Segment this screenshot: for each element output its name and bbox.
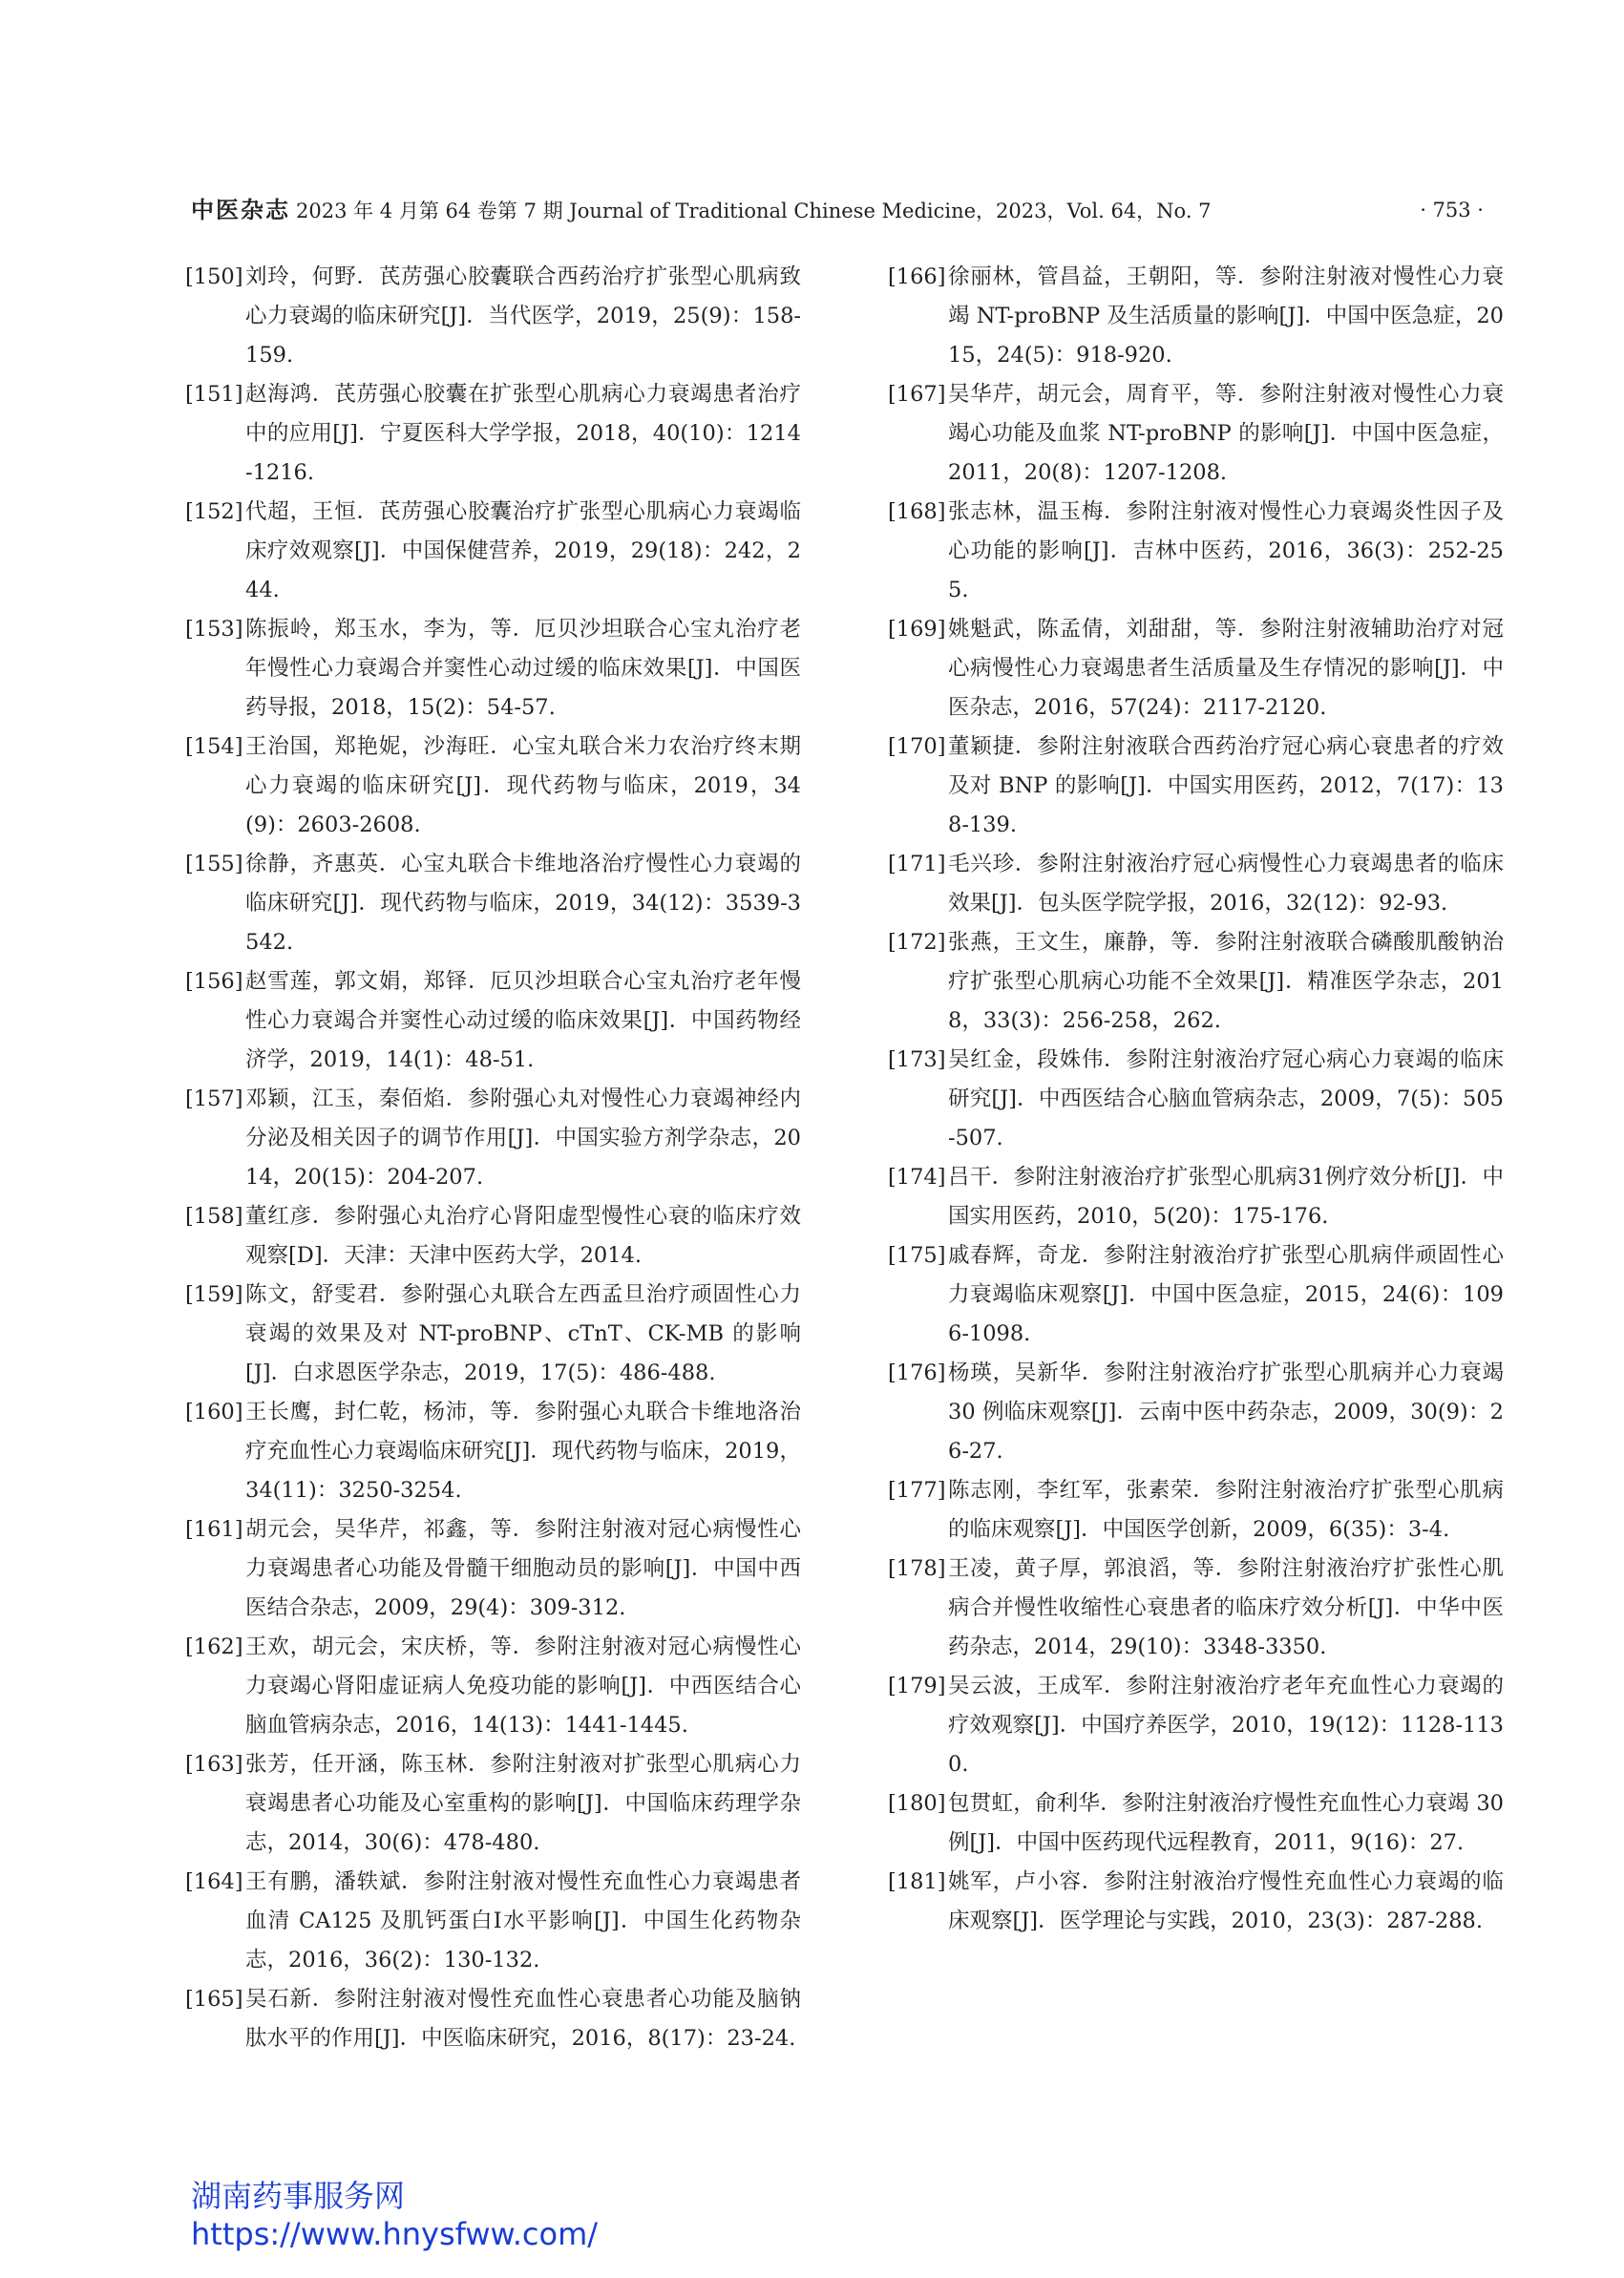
reference-number: [162] bbox=[185, 1635, 243, 1659]
watermark-url: https://www.hnysfww.com/ bbox=[191, 2216, 599, 2252]
reference-text: 王凌，黄子厚，郭浪滔，等．参附注射液治疗扩张性心肌病合并慢性收缩性心衰患者的临床疗效分析[J]．中华中医药杂志，2014，29(10)：3348-3350. bbox=[948, 1556, 1504, 1659]
reference-number: [181] bbox=[888, 1869, 946, 1894]
reference-item bbox=[888, 1471, 1504, 1550]
reference-text: 赵雪莲，郭文娟，郑铎．厄贝沙坦联合心宝丸治疗老年慢性心力衰竭合并窦性心动过缓的临床效果[J]．中国药物经济学，2019，14(1)：48-51. bbox=[245, 969, 801, 1072]
reference-text: 徐静，齐惠英．心宝丸联合卡维地洛治疗慢性心力衰竭的临床研究[J]．现代药物与临床，2019，34(12)：3539-3542. bbox=[245, 852, 801, 955]
journal-name: 中医杂志 bbox=[191, 197, 290, 223]
reference-text: 王欢，胡元会，宋庆桥，等．参附注射液对冠心病慢性心力衰竭心肾阳虚证病人免疫功能的影响[J]．中西医结合心脑血管病杂志，2016，14(13)：1441-1445. bbox=[245, 1635, 801, 1738]
reference-text: 董颖捷．参附注射液联合西药治疗冠心病心衰患者的疗效及对 BNP 的影响[J]．中国实用医药，2012，7(17)：138-139. bbox=[948, 734, 1504, 837]
reference-number: [154] bbox=[185, 734, 243, 759]
reference-item bbox=[888, 923, 1504, 1041]
reference-item bbox=[888, 1158, 1504, 1236]
reference-number: [170] bbox=[888, 734, 946, 759]
reference-item bbox=[185, 1393, 801, 1510]
reference-item bbox=[888, 1667, 1504, 1784]
reference-text: 陈志刚，李红军，张素荣．参附注射液治疗扩张型心肌病的临床观察[J]．中国医学创新，2009，6(35)：3-4. bbox=[948, 1478, 1504, 1542]
reference-number: [178] bbox=[888, 1556, 946, 1581]
reference-item bbox=[888, 1041, 1504, 1158]
reference-number: [163] bbox=[185, 1752, 243, 1777]
reference-item bbox=[185, 493, 801, 610]
reference-item bbox=[185, 728, 801, 845]
reference-item bbox=[185, 962, 801, 1080]
reference-text: 胡元会，吴华芹，祁鑫，等．参附注射液对冠心病慢性心力衰竭患者心功能及骨髓干细胞动员的影响[J]．中国中西医结合杂志，2009，29(4)：309-312. bbox=[245, 1517, 801, 1620]
reference-number: [160] bbox=[185, 1400, 243, 1424]
reference-number: [179] bbox=[888, 1674, 946, 1698]
reference-number: [159] bbox=[185, 1282, 243, 1307]
reference-number: [174] bbox=[888, 1165, 946, 1190]
reference-text: 张燕，王文生，廉静，等．参附注射液联合磷酸肌酸钠治疗扩张型心肌病心功能不全效果[J]．精准医学杂志，2018，33(3)：256-258，262. bbox=[948, 930, 1504, 1033]
reference-number: [168] bbox=[888, 499, 946, 524]
reference-item bbox=[185, 1197, 801, 1276]
reference-number: [171] bbox=[888, 852, 946, 876]
reference-item bbox=[185, 258, 801, 375]
reference-number: [164] bbox=[185, 1869, 243, 1894]
reference-item bbox=[185, 1628, 801, 1745]
reference-number: [165] bbox=[185, 1987, 243, 2012]
reference-number: [180] bbox=[888, 1791, 946, 1816]
reference-number: [158] bbox=[185, 1204, 243, 1229]
reference-item bbox=[888, 1236, 1504, 1354]
reference-number: [167] bbox=[888, 382, 946, 407]
reference-item bbox=[888, 258, 1504, 375]
reference-number: [177] bbox=[888, 1478, 946, 1503]
reference-text: 吕干．参附注射液治疗扩张型心肌病31例疗效分析[J]．中国实用医药，2010，5(20)：175-176. bbox=[948, 1165, 1504, 1229]
reference-number: [172] bbox=[888, 930, 946, 955]
reference-number: [157] bbox=[185, 1086, 243, 1111]
reference-item bbox=[185, 1980, 801, 2058]
reference-number: [176] bbox=[888, 1360, 946, 1385]
reference-item bbox=[888, 1863, 1504, 1941]
reference-text: 吴华芹，胡元会，周育平，等．参附注射液对慢性心力衰竭心功能及血浆 NT-proBNP 的影响[J]．中国中医急症，2011，20(8)：1207-1208. bbox=[948, 382, 1504, 485]
reference-text: 王长鹰，封仁乾，杨沛，等．参附强心丸联合卡维地洛治疗充血性心力衰竭临床研究[J]．现代药物与临床，2019，34(11)：3250-3254. bbox=[245, 1400, 801, 1503]
reference-text: 姚军，卢小容．参附注射液治疗慢性充血性心力衰竭的临床观察[J]．医学理论与实践，2010，23(3)：287-288. bbox=[948, 1869, 1504, 1933]
reference-text: 张志林，温玉梅．参附注射液对慢性心力衰竭炎性因子及心功能的影响[J]．吉林中医药，2016，36(3)：252-255. bbox=[948, 499, 1504, 602]
reference-item bbox=[888, 493, 1504, 610]
reference-item bbox=[185, 1080, 801, 1197]
reference-number: [152] bbox=[185, 499, 243, 524]
reference-item bbox=[185, 610, 801, 728]
reference-item bbox=[185, 375, 801, 493]
reference-number: [161] bbox=[185, 1517, 243, 1542]
reference-item bbox=[888, 1354, 1504, 1471]
reference-text: 王有鹏，潘轶斌．参附注射液对慢性充血性心力衰竭患者血清 CA125 及肌钙蛋白Ⅰ水平影响[J]．中国生化药物杂志，2016，36(2)：130-132. bbox=[245, 1869, 801, 1972]
reference-text: 徐丽林，管昌益，王朝阳，等．参附注射液对慢性心力衰竭 NT-proBNP 及生活质量的影响[J]．中国中医急症，2015，24(5)：918-920. bbox=[948, 264, 1504, 368]
reference-text: 刘玲，何野．芪苈强心胶囊联合西药治疗扩张型心肌病致心力衰竭的临床研究[J]．当代医学，2019，25(9)：158-159. bbox=[245, 264, 801, 368]
running-header bbox=[191, 193, 1499, 227]
issue-info: 2023 年 4 月第 64 卷第 7 期 Journal of Traditional Chinese Medicine，2023，Vol. 64，No. 7 bbox=[296, 200, 1212, 222]
reference-text: 包贯虹，俞利华．参附注射液治疗慢性充血性心力衰竭 30 例[J]．中国中医药现代远程教育，2011，9(16)：27. bbox=[948, 1791, 1504, 1855]
reference-text: 毛兴珍．参附注射液治疗冠心病慢性心力衰竭患者的临床效果[J]．包头医学院学报，2016，32(12)：92-93. bbox=[948, 852, 1504, 916]
reference-text: 陈文，舒雯君．参附强心丸联合左西孟旦治疗顽固性心力衰竭的效果及对 NT-proBNP、cTnT、CK-MB 的影响[J]．白求恩医学杂志，2019，17(5)：486-488. bbox=[245, 1282, 801, 1385]
reference-item bbox=[888, 1784, 1504, 1863]
reference-column-right bbox=[888, 258, 1504, 1941]
reference-text: 代超，王恒．芪苈强心胶囊治疗扩张型心肌病心力衰竭临床疗效观察[J]．中国保健营养，2019，29(18)：242，244. bbox=[245, 499, 801, 602]
reference-item bbox=[185, 1745, 801, 1863]
reference-number: [153] bbox=[185, 617, 243, 642]
reference-text: 吴云波，王成军．参附注射液治疗老年充血性心力衰竭的疗效观察[J]．中国疗养医学，2010，19(12)：1128-1130. bbox=[948, 1674, 1504, 1777]
reference-number: [166] bbox=[888, 264, 946, 289]
reference-number: [156] bbox=[185, 969, 243, 994]
reference-column-left bbox=[185, 258, 801, 2058]
reference-number: [173] bbox=[888, 1047, 946, 1072]
reference-text: 张芳，任开涵，陈玉林．参附注射液对扩张型心肌病心力衰竭患者心功能及心室重构的影响[J]．中国临床药理学杂志，2014，30(6)：478-480. bbox=[245, 1752, 801, 1855]
reference-text: 吴石新．参附注射液对慢性充血性心衰患者心功能及脑钠肽水平的作用[J]．中医临床研究，2016，8(17)：23-24. bbox=[245, 1987, 801, 2051]
reference-text: 王治国，郑艳妮，沙海旺．心宝丸联合米力农治疗终末期心力衰竭的临床研究[J]．现代药物与临床，2019，34(9)：2603-2608. bbox=[245, 734, 801, 837]
reference-text: 戚春辉，奇龙．参附注射液治疗扩张型心肌病伴顽固性心力衰竭临床观察[J]．中国中医急症，2015，24(6)：1096-1098. bbox=[948, 1243, 1504, 1346]
reference-number: [169] bbox=[888, 617, 946, 642]
reference-item bbox=[888, 375, 1504, 493]
reference-text: 吴红金，段姝伟．参附注射液治疗冠心病心力衰竭的临床研究[J]．中西医结合心脑血管病杂志，2009，7(5)：505-507. bbox=[948, 1047, 1504, 1150]
reference-item bbox=[888, 610, 1504, 728]
watermark-site-name: 湖南药事服务网 bbox=[191, 2178, 406, 2214]
reference-number: [175] bbox=[888, 1243, 946, 1268]
reference-number: [151] bbox=[185, 382, 243, 407]
reference-number: [155] bbox=[185, 852, 243, 876]
reference-number: [150] bbox=[185, 264, 243, 289]
reference-text: 董红彦．参附强心丸治疗心肾阳虚型慢性心衰的临床疗效观察[D]．天津：天津中医药大学，2014. bbox=[245, 1204, 801, 1268]
reference-text: 邓颖，江玉，秦佰焰．参附强心丸对慢性心力衰竭神经内分泌及相关因子的调节作用[J]．中国实验方剂学杂志，2014，20(15)：204-207. bbox=[245, 1086, 801, 1190]
reference-item bbox=[185, 1510, 801, 1628]
reference-item bbox=[888, 845, 1504, 923]
reference-text: 杨瑛，吴新华．参附注射液治疗扩张型心肌病并心力衰竭 30 例临床观察[J]．云南中医中药杂志，2009，30(9)：26-27. bbox=[948, 1360, 1504, 1464]
reference-item bbox=[888, 1550, 1504, 1667]
reference-item bbox=[185, 1863, 801, 1980]
reference-item bbox=[185, 1276, 801, 1393]
reference-item bbox=[185, 845, 801, 962]
reference-item bbox=[888, 728, 1504, 845]
watermark bbox=[191, 2177, 598, 2253]
reference-text: 赵海鸿．芪苈强心胶囊在扩张型心肌病心力衰竭患者治疗中的应用[J]．宁夏医科大学学报，2018，40(10)：1214-1216. bbox=[245, 382, 801, 485]
reference-text: 陈振岭，郑玉水，李为，等．厄贝沙坦联合心宝丸治疗老年慢性心力衰竭合并窦性心动过缓的临床效果[J]．中国医药导报，2018，15(2)：54-57. bbox=[245, 617, 801, 720]
reference-text: 姚魁武，陈孟倩，刘甜甜，等．参附注射液辅助治疗对冠心病慢性心力衰竭患者生活质量及生存情况的影响[J]．中医杂志，2016，57(24)：2117-2120. bbox=[948, 617, 1504, 720]
page-number: · 753 · bbox=[1420, 199, 1484, 221]
